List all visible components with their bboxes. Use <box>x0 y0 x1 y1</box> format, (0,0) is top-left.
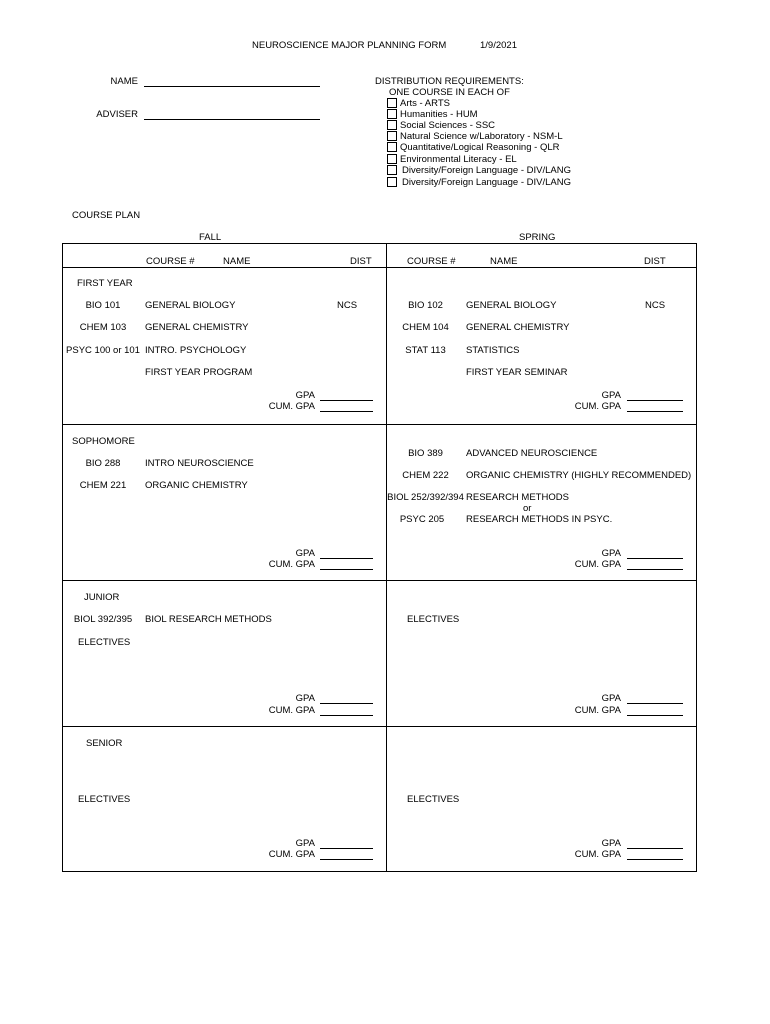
course-number: STAT 113 <box>405 345 446 356</box>
course-number: BIOL 392/395 <box>73 614 133 625</box>
junior-label: JUNIOR <box>84 592 120 603</box>
arts-checkbox[interactable] <box>387 98 397 108</box>
course-name: FIRST YEAR SEMINAR <box>466 367 568 378</box>
cum-gpa-label: CUM. GPA <box>268 559 315 570</box>
course-number: CHEM 221 <box>79 480 127 491</box>
electives-label: ELECTIVES <box>407 614 460 625</box>
quantitative-checkbox[interactable] <box>387 142 397 152</box>
sophomore-label: SOPHOMORE <box>72 436 135 447</box>
course-number: BIO 101 <box>85 300 121 311</box>
gpa-label: GPA <box>295 548 315 559</box>
gpa-label: GPA <box>295 838 315 849</box>
junior-divider <box>62 726 697 727</box>
course-name: RESEARCH METHODS IN PSYC. <box>466 514 613 525</box>
distribution-item: Environmental Literacy - EL <box>400 154 517 165</box>
gpa-label: GPA <box>601 693 621 704</box>
gpa-label: GPA <box>295 693 315 704</box>
distribution-title: DISTRIBUTION REQUIREMENTS: <box>375 76 524 87</box>
cum-gpa-field[interactable] <box>627 411 683 412</box>
fall-name-header: NAME <box>223 256 251 267</box>
cum-gpa-label: CUM. GPA <box>574 559 621 570</box>
course-number: PSYC 100 or 101 <box>66 345 140 356</box>
cum-gpa-field[interactable] <box>320 715 373 716</box>
distribution-subtitle: ONE COURSE IN EACH OF <box>389 87 510 98</box>
humanities-checkbox[interactable] <box>387 109 397 119</box>
distribution-item: Diversity/Foreign Language - DIV/LANG <box>402 177 571 188</box>
cum-gpa-field[interactable] <box>627 569 683 570</box>
course-number: BIO 389 <box>408 448 443 459</box>
course-number: BIOL 252/392/394 <box>387 492 464 503</box>
spring-name-header: NAME <box>490 256 518 267</box>
course-name: ORGANIC CHEMISTRY (HIGHLY RECOMMENDED) <box>466 470 692 481</box>
course-name: FIRST YEAR PROGRAM <box>145 367 253 378</box>
course-number: BIO 288 <box>85 458 121 469</box>
course-dist: NCS <box>645 300 666 311</box>
course-name: GENERAL BIOLOGY <box>145 300 236 311</box>
cum-gpa-label: CUM. GPA <box>574 705 621 716</box>
distribution-item: Natural Science w/Laboratory - NSM-L <box>400 131 563 142</box>
course-number: CHEM 222 <box>402 470 449 481</box>
gpa-field[interactable] <box>320 558 373 559</box>
form-date: 1/9/2021 <box>480 40 517 51</box>
distribution-item: Diversity/Foreign Language - DIV/LANG <box>402 165 571 176</box>
gpa-field[interactable] <box>627 400 683 401</box>
distribution-item: Humanities - HUM <box>400 109 478 120</box>
cum-gpa-field[interactable] <box>320 569 373 570</box>
cum-gpa-field[interactable] <box>627 715 683 716</box>
fall-dist-header: DIST <box>350 256 372 267</box>
electives-label: ELECTIVES <box>407 794 460 805</box>
course-number: CHEM 103 <box>79 322 127 333</box>
natural-science-checkbox[interactable] <box>387 131 397 141</box>
form-title: NEUROSCIENCE MAJOR PLANNING FORM <box>252 40 447 51</box>
gpa-field[interactable] <box>627 848 683 849</box>
course-number: BIO 102 <box>408 300 443 311</box>
first-year-divider <box>62 424 697 425</box>
spring-heading: SPRING <box>519 232 556 243</box>
cum-gpa-label: CUM. GPA <box>268 705 315 716</box>
gpa-field[interactable] <box>627 703 683 704</box>
cum-gpa-field[interactable] <box>320 859 373 860</box>
fall-heading: FALL <box>199 232 222 243</box>
senior-label: SENIOR <box>86 738 123 749</box>
gpa-label: GPA <box>601 548 621 559</box>
name-label: NAME <box>110 76 138 87</box>
social-sciences-checkbox[interactable] <box>387 120 397 130</box>
course-name: ORGANIC CHEMISTRY <box>145 480 248 491</box>
course-name: GENERAL CHEMISTRY <box>466 322 570 333</box>
course-name: ADVANCED NEUROSCIENCE <box>466 448 598 459</box>
adviser-field[interactable] <box>144 119 320 120</box>
course-name: RESEARCH METHODS <box>466 492 569 503</box>
course-name: INTRO NEUROSCIENCE <box>145 458 254 469</box>
first-year-label: FIRST YEAR <box>77 278 133 289</box>
gpa-field[interactable] <box>320 848 373 849</box>
distribution-item: Social Sciences - SSC <box>400 120 496 131</box>
spring-course-header: COURSE # <box>407 256 456 267</box>
gpa-field[interactable] <box>627 558 683 559</box>
course-name: STATISTICS <box>466 345 520 356</box>
course-number: CHEM 104 <box>402 322 449 333</box>
gpa-field[interactable] <box>320 400 373 401</box>
course-plan-title: COURSE PLAN <box>72 210 141 221</box>
cum-gpa-label: CUM. GPA <box>268 849 315 860</box>
course-name: BIOL RESEARCH METHODS <box>145 614 272 625</box>
gpa-label: GPA <box>601 390 621 401</box>
spring-dist-header: DIST <box>644 256 666 267</box>
semester-divider <box>386 243 387 872</box>
gpa-field[interactable] <box>320 703 373 704</box>
course-number: PSYC 205 <box>399 514 445 525</box>
sophomore-divider <box>62 580 697 581</box>
or-text: or <box>523 503 532 514</box>
environmental-checkbox[interactable] <box>387 154 397 164</box>
header-row-divider <box>62 267 697 268</box>
gpa-label: GPA <box>601 838 621 849</box>
diversity-checkbox-1[interactable] <box>387 165 397 175</box>
course-dist: NCS <box>337 300 358 311</box>
distribution-item: Arts - ARTS <box>400 98 450 109</box>
fall-course-header: COURSE # <box>146 256 195 267</box>
cum-gpa-label: CUM. GPA <box>574 849 621 860</box>
distribution-item: Quantitative/Logical Reasoning - QLR <box>400 142 560 153</box>
course-name: GENERAL CHEMISTRY <box>145 322 249 333</box>
cum-gpa-label: CUM. GPA <box>268 401 315 412</box>
course-name: INTRO. PSYCHOLOGY <box>145 345 247 356</box>
electives-label: ELECTIVES <box>78 794 131 805</box>
cum-gpa-label: CUM. GPA <box>574 401 621 412</box>
gpa-label: GPA <box>295 390 315 401</box>
cum-gpa-field[interactable] <box>627 859 683 860</box>
adviser-label: ADVISER <box>96 109 138 120</box>
cum-gpa-field[interactable] <box>320 411 373 412</box>
electives-label: ELECTIVES <box>78 637 131 648</box>
course-name: GENERAL BIOLOGY <box>466 300 557 311</box>
name-field[interactable] <box>144 86 320 87</box>
diversity-checkbox-2[interactable] <box>387 177 397 187</box>
